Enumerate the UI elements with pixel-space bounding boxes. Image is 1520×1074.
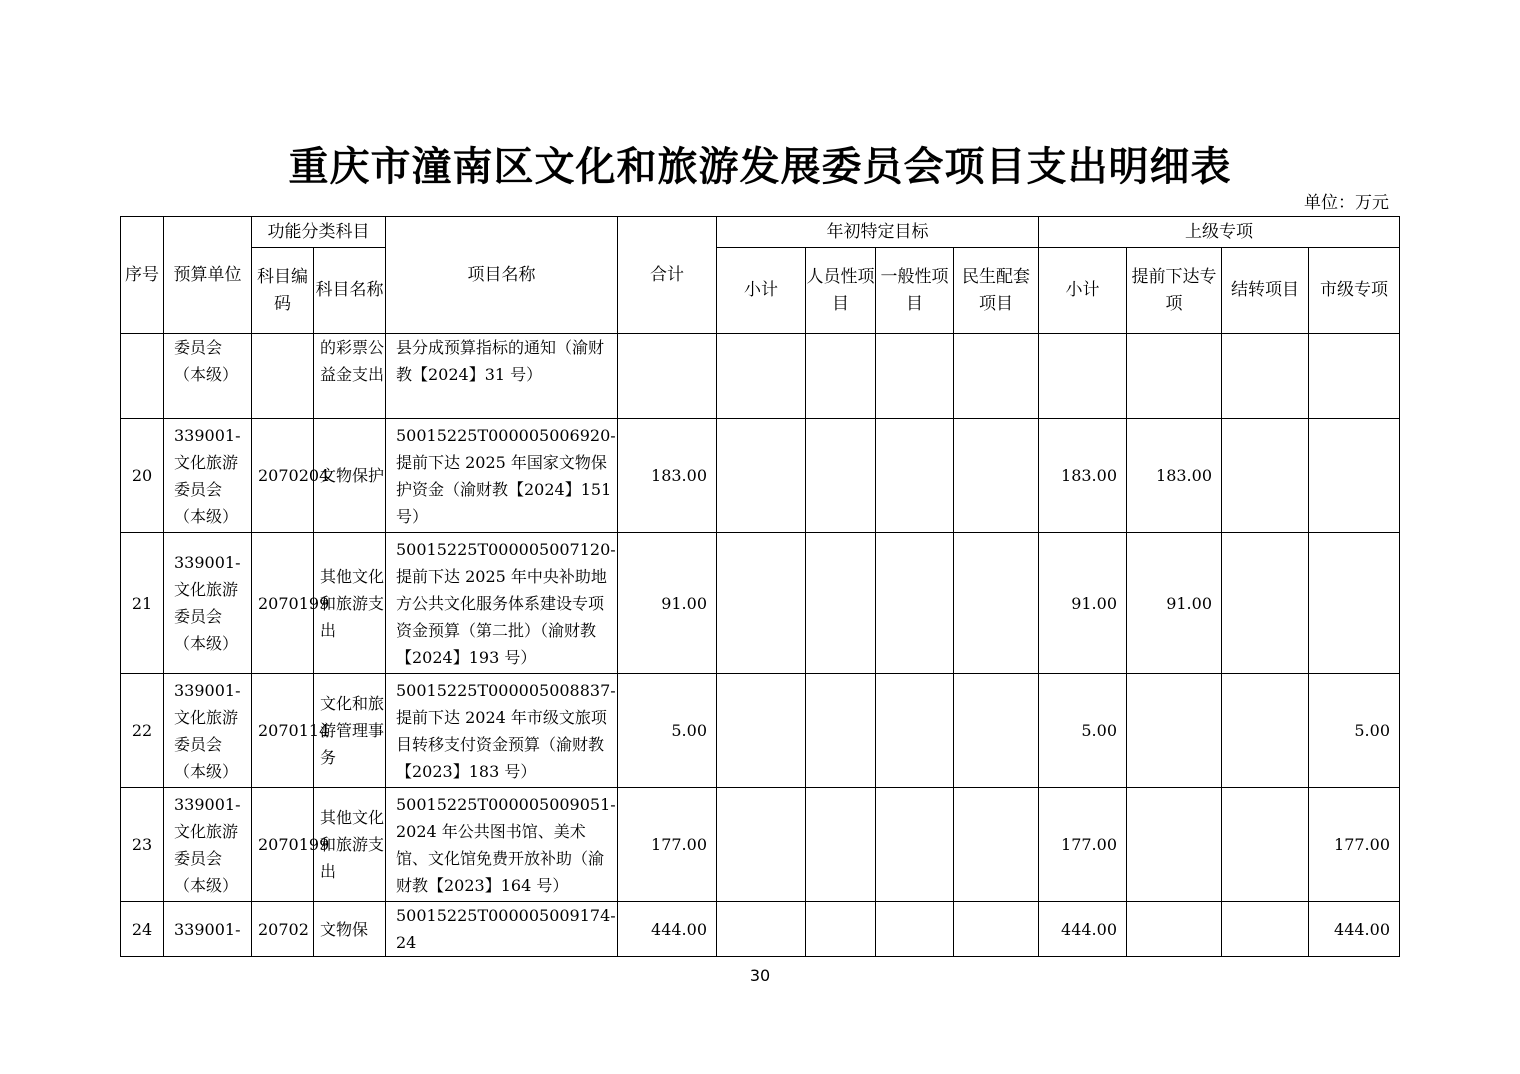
cell-unit: 339001- (164, 902, 252, 957)
cell-general (876, 674, 954, 788)
cell-name: 的彩票公益金支出 (314, 334, 386, 419)
cell-unit: 339001-文化旅游委员会（本级） (164, 419, 252, 533)
page-number: 30 (749, 966, 771, 985)
header-seq: 序号 (121, 217, 164, 334)
project-expenditure-table (120, 216, 1400, 957)
cell-city: 5.00 (1309, 674, 1400, 788)
cell-seq (121, 334, 164, 419)
unit-label: 单位：万元 (1304, 193, 1389, 213)
cell-unit: 委员会（本级） (164, 334, 252, 419)
page-title: 重庆市潼南区文化和旅游发展委员会项目支出明细表 (288, 143, 1232, 190)
header-subject-name: 科目名称 (314, 248, 386, 334)
cell-project: 50015225T000005009174-24 (386, 902, 618, 957)
header-general: 一般性项目 (876, 248, 954, 334)
header-subject-code: 科目编码 (252, 248, 314, 334)
header-sup-subtotal: 小计 (1039, 248, 1127, 334)
header-target-subtotal: 小计 (717, 248, 806, 334)
cell-project: 50015225T000005006920-提前下达 2025 年国家文物保护资金（渝财教【2024】151 号） (386, 419, 618, 533)
cell-livelihood (954, 334, 1039, 419)
cell-personnel (806, 788, 876, 902)
header-advance: 提前下达专项 (1127, 248, 1222, 334)
cell-personnel (806, 419, 876, 533)
cell-advance (1127, 788, 1222, 902)
table-row (121, 788, 1400, 902)
header-target-group: 年初特定目标 (717, 217, 1039, 248)
cell-code: 20702 (252, 902, 314, 957)
cell-seq: 24 (121, 902, 164, 957)
cell-advance (1127, 902, 1222, 957)
header-project-name: 项目名称 (386, 217, 618, 334)
cell-city: 177.00 (1309, 788, 1400, 902)
cell-city (1309, 533, 1400, 674)
cell-city: 444.00 (1309, 902, 1400, 957)
cell-carryover (1222, 533, 1309, 674)
cell-general (876, 533, 954, 674)
cell-carryover (1222, 334, 1309, 419)
cell-carryover (1222, 902, 1309, 957)
table-row (121, 334, 1400, 419)
header-carryover: 结转项目 (1222, 248, 1309, 334)
cell-personnel (806, 533, 876, 674)
cell-total: 91.00 (618, 533, 717, 674)
cell-code: 2070114 (252, 674, 314, 788)
cell-sup-subtotal: 91.00 (1039, 533, 1127, 674)
cell-total: 183.00 (618, 419, 717, 533)
cell-name: 其他文化和旅游支出 (314, 533, 386, 674)
cell-target-subtotal (717, 788, 806, 902)
cell-target-subtotal (717, 902, 806, 957)
cell-unit: 339001-文化旅游委员会（本级） (164, 788, 252, 902)
cell-advance: 91.00 (1127, 533, 1222, 674)
header-livelihood: 民生配套项目 (954, 248, 1039, 334)
cell-name: 其他文化和旅游支出 (314, 788, 386, 902)
header-city: 市级专项 (1309, 248, 1400, 334)
cell-personnel (806, 334, 876, 419)
cell-target-subtotal (717, 334, 806, 419)
cell-target-subtotal (717, 419, 806, 533)
cell-general (876, 419, 954, 533)
cell-seq: 23 (121, 788, 164, 902)
cell-project: 县分成预算指标的通知（渝财教【2024】31 号） (386, 334, 618, 419)
cell-project: 50015225T000005009051-2024 年公共图书馆、美术馆、文化馆免费开放补助（渝财教【2023】164 号） (386, 788, 618, 902)
cell-unit: 339001-文化旅游委员会（本级） (164, 674, 252, 788)
cell-livelihood (954, 902, 1039, 957)
table-row (121, 674, 1400, 788)
cell-sup-subtotal: 177.00 (1039, 788, 1127, 902)
table-row (121, 902, 1400, 957)
cell-carryover (1222, 788, 1309, 902)
cell-target-subtotal (717, 674, 806, 788)
cell-seq: 21 (121, 533, 164, 674)
cell-name: 文物保护 (314, 419, 386, 533)
cell-personnel (806, 902, 876, 957)
header-total: 合计 (618, 217, 717, 334)
cell-unit: 339001-文化旅游委员会（本级） (164, 533, 252, 674)
cell-seq: 20 (121, 419, 164, 533)
cell-city (1309, 419, 1400, 533)
cell-project: 50015225T000005008837-提前下达 2024 年市级文旅项目转移支付资金预算（渝财教【2023】183 号） (386, 674, 618, 788)
cell-livelihood (954, 533, 1039, 674)
cell-total: 444.00 (618, 902, 717, 957)
cell-city (1309, 334, 1400, 419)
cell-general (876, 334, 954, 419)
cell-carryover (1222, 419, 1309, 533)
cell-project: 50015225T000005007120-提前下达 2025 年中央补助地方公共文化服务体系建设专项资金预算（第二批）（渝财教【2024】193 号） (386, 533, 618, 674)
cell-target-subtotal (717, 533, 806, 674)
cell-general (876, 902, 954, 957)
header-unit: 预算单位 (164, 217, 252, 334)
cell-sup-subtotal (1039, 334, 1127, 419)
cell-name: 文物保 (314, 902, 386, 957)
cell-code: 2070199 (252, 533, 314, 674)
cell-code: 2070199 (252, 788, 314, 902)
cell-sup-subtotal: 5.00 (1039, 674, 1127, 788)
cell-advance: 183.00 (1127, 419, 1222, 533)
table-row (121, 533, 1400, 674)
cell-livelihood (954, 674, 1039, 788)
cell-total (618, 334, 717, 419)
cell-total: 177.00 (618, 788, 717, 902)
cell-livelihood (954, 419, 1039, 533)
header-func-group: 功能分类科目 (252, 217, 386, 248)
cell-advance (1127, 674, 1222, 788)
cell-carryover (1222, 674, 1309, 788)
table-row (121, 419, 1400, 533)
cell-general (876, 788, 954, 902)
header-superior-group: 上级专项 (1039, 217, 1400, 248)
cell-advance (1127, 334, 1222, 419)
cell-name: 文化和旅游管理事务 (314, 674, 386, 788)
cell-seq: 22 (121, 674, 164, 788)
cell-livelihood (954, 788, 1039, 902)
cell-code: 2070204 (252, 419, 314, 533)
cell-sup-subtotal: 444.00 (1039, 902, 1127, 957)
cell-sup-subtotal: 183.00 (1039, 419, 1127, 533)
cell-personnel (806, 674, 876, 788)
cell-total: 5.00 (618, 674, 717, 788)
header-personnel: 人员性项目 (806, 248, 876, 334)
cell-code (252, 334, 314, 419)
